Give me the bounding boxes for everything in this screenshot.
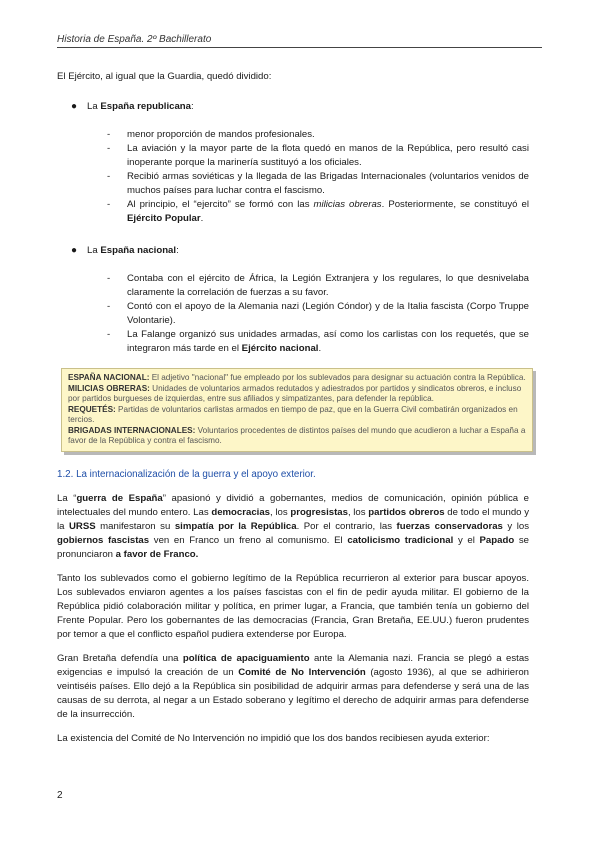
paragraph: La “guerra de España” apasionó y dividió a gobernantes, medios de comunicación, opinión pública e intelectuales del mundo entero. Las democracias, los progresistas, los partidos obreros de todo el mundo y la URSS manifestaron su simpatía por la República. Por el contrario, las fuerzas conservadoras y los gobiernos fascistas ven en Franco un freno al comunismo. El catolicismo tradicional y el Papado se pronunciaron a favor de Franco. (57, 492, 530, 560)
bullet-heading: España republicana (100, 101, 191, 112)
list-item: - La aviación y la mayor parte de la flota quedó en manos de la República, pero resultó casi inoperante porque la marinería sustituyó a los oficiales. (107, 143, 529, 168)
glossary-entry: BRIGADAS INTERNACIONALES: Voluntarios procedentes de distintos países del mundo que acudieron a luchar a España a favor de la República y contra el fascismo. (68, 425, 526, 445)
list-item: - Contaba con el ejército de África, la Legión Extranjera y los regulares, lo que desnivelaba claramente la correlación de fuerzas a su favor. (107, 273, 529, 298)
glossary-entry: MILICIAS OBRERAS: Unidades de voluntarios armados redutados y adiestrados por partidos y sindicatos obreros, e incluso por partidos burgueses de izquierdas, entre sus afiliados y simpatizantes, para defender la república. (68, 383, 522, 403)
nacional-list (57, 272, 529, 356)
list-item: - menor proporción de mandos profesionales. (107, 129, 315, 140)
document-body (57, 68, 529, 746)
section-title: 1.2. La internacionalización de la guerra y el apoyo exterior. (57, 468, 316, 480)
republicana-list (57, 128, 529, 226)
paragraph: Gran Bretaña defendía una política de apaciguamiento ante la Alemania nazi. Francia se plegó a estas exigencias e impulsó la creación de un Comité de No Intervención (agosto 1936), al que se adhirieron veintiséis países. Ello dejó a la República sin posibilidad de adquirir armas para defenderse y será una de las causas de su derrota, al negar a un Estado soberano y legítimo el derecho de adquirir armas para defenderse de la insurrección. (57, 652, 529, 720)
bullet-dot-icon: ● (71, 245, 78, 256)
glossary-entry: ESPAÑA NACIONAL: El adjetivo "nacional" fue empleado por los sublevados para designar su actuación contra la República. (68, 373, 526, 382)
running-header: Historia de España. 2º Bachillerato (57, 34, 542, 48)
list-item: - Al principio, el “ejercito” se formó con las milicias obreras. Posteriormente, se constituyó el Ejército Popular. (107, 199, 529, 224)
glossary-entry: REQUETÉS: Partidas de voluntarios carlistas armados en tiempo de paz, que en la Guerra Civil combatirán organizados en tercios. (68, 404, 518, 424)
paragraph: Tanto los sublevados como el gobierno legítimo de la República recurrieron al exterior para buscar apoyos. Los sublevados enviaron agentes a los países fascistas con el fin de pedir ayuda militar. El gobierno de la República pidió colaboración militar y política, en primer lugar, a Francia, que también tenía un gobierno del Frente Popular. Pero los gobernantes de las democracias (Francia, Gran Bretaña, EE.UU.) fueron prudentes por temor a que el conflicto español pudiera extenderse por Europa. (57, 572, 529, 640)
glossary-box (61, 368, 533, 452)
bullet-dot-icon: ● (71, 101, 78, 112)
bullet-republicana: ● La España republicana: (71, 101, 194, 112)
paragraph: La existencia del Comité de No Intervención no impidió que los dos bandos recibiesen ayuda exterior: (57, 732, 490, 744)
bullet-heading: España nacional (100, 245, 177, 256)
page-number: 2 (57, 790, 63, 801)
list-item: - Contó con el apoyo de la Alemania nazi (Legión Cóndor) y de la Italia fascista (Corpo Truppe Volontarie). (107, 301, 529, 326)
intro-text: El Ejército, al igual que la Guardia, quedó dividido: (57, 71, 272, 82)
list-item: - Recibió armas soviéticas y la llegada de las Brigadas Internacionales (voluntarios venidos de muchos países para luchar contra el fascismo. (107, 171, 529, 196)
list-item: - La Falange organizó sus unidades armadas, así como los carlistas con los requetés, que se integraron más tarde en el Ejército nacional. (107, 329, 529, 354)
bullet-nacional: ● La España nacional: (71, 245, 179, 256)
